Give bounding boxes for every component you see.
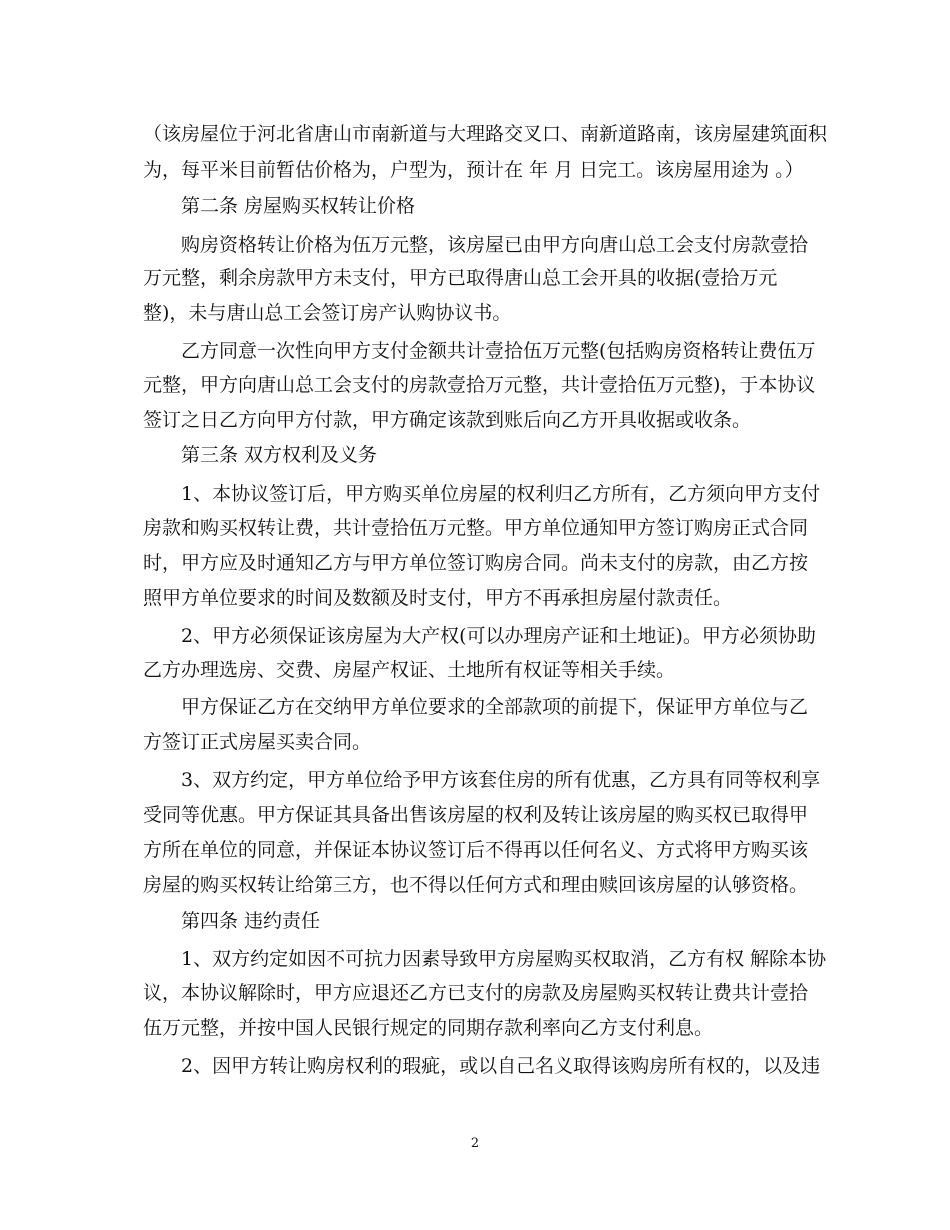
section-heading: 第二条 房屋购买权转让价格 (181, 195, 416, 217)
text-line: 议，本协议解除时，甲方应退还乙方已支付的房款及房屋购买权转让费共计壹拾 (143, 982, 809, 1004)
text-line: 房屋的购买权转让给第三方，也不得以任何方式和理由赎回该房屋的认够资格。 (143, 874, 809, 896)
text-line: 2、因甲方转让购房权利的瑕疵，或以自己名义取得该购房所有权的，以及违 (181, 1055, 821, 1077)
section-heading: 第三条 双方权利及义务 (181, 444, 378, 466)
text-line: 万元整，剩余房款甲方未支付，甲方已取得唐山总工会开具的收据(壹拾万元 (143, 267, 778, 289)
text-line: 乙方办理选房、交费、房屋产权证、土地所有权证等相关手续。 (143, 659, 676, 681)
text-line: 方签订正式房屋买卖合同。 (143, 731, 372, 753)
text-line: 甲方保证乙方在交纳甲方单位要求的全部款项的前提下，保证甲方单位与乙 (181, 696, 809, 718)
section-heading: 第四条 违约责任 (181, 910, 321, 932)
text-line: 时，甲方应及时通知乙方与甲方单位签订购房合同。尚未支付的房款，由乙方按 (143, 552, 809, 574)
text-line: 方所在单位的同意，并保证本协议签订后不得再以任何名义、方式将甲方购买该 (143, 839, 809, 861)
text-line: 乙方同意一次性向甲方支付金额共计壹拾伍万元整(包括购房资格转让费伍万 (181, 340, 816, 362)
text-line: 为，每平米目前暂估价格为，户型为，预计在 年 月 日完工。该房屋用途为 。） (143, 159, 804, 181)
text-line: 房款和购买权转让费，共计壹拾伍万元整。甲方单位通知甲方签订购房正式合同 (143, 517, 809, 539)
text-line: 3、双方约定，甲方单位给予甲方该套住房的所有优惠，乙方具有同等权利享 (181, 769, 821, 791)
text-line: 2、甲方必须保证该房屋为大产权(可以办理房产证和土地证)。甲方必须协助 (181, 625, 816, 647)
text-line: 元整，甲方向唐山总工会支付的房款壹拾万元整，共计壹拾伍万元整)，于本协议 (143, 374, 816, 396)
text-line: 伍万元整，并按中国人民银行规定的同期存款利率向乙方支付利息。 (143, 1017, 714, 1039)
text-line: 整)，未与唐山总工会签订房产认购协议书。 (143, 302, 512, 324)
text-line: 照甲方单位要求的时间及数额及时支付，甲方不再承担房屋付款责任。 (143, 587, 733, 609)
text-line: 购房资格转让价格为伍万元整，该房屋已由甲方向唐山总工会支付房款壹拾 (181, 234, 809, 256)
text-line: 签订之日乙方向甲方付款，甲方确定该款到账后向乙方开具收据或收条。 (143, 409, 752, 431)
page-number: 2 (470, 1136, 480, 1151)
text-line: （该房屋位于河北省唐山市南新道与大理路交叉口、南新道路南，该房屋建筑面积 (143, 123, 828, 145)
text-line: 1、本协议签订后，甲方购买单位房屋的权利归乙方所有，乙方须向甲方支付 (181, 483, 821, 505)
text-line: 受同等优惠。甲方保证其具备出售该房屋的权利及转让该房屋的购买权已取得甲 (143, 804, 809, 826)
text-line: 1、双方约定如因不可抗力因素导致甲方房屋购买权取消，乙方有权 解除本协 (181, 948, 827, 970)
